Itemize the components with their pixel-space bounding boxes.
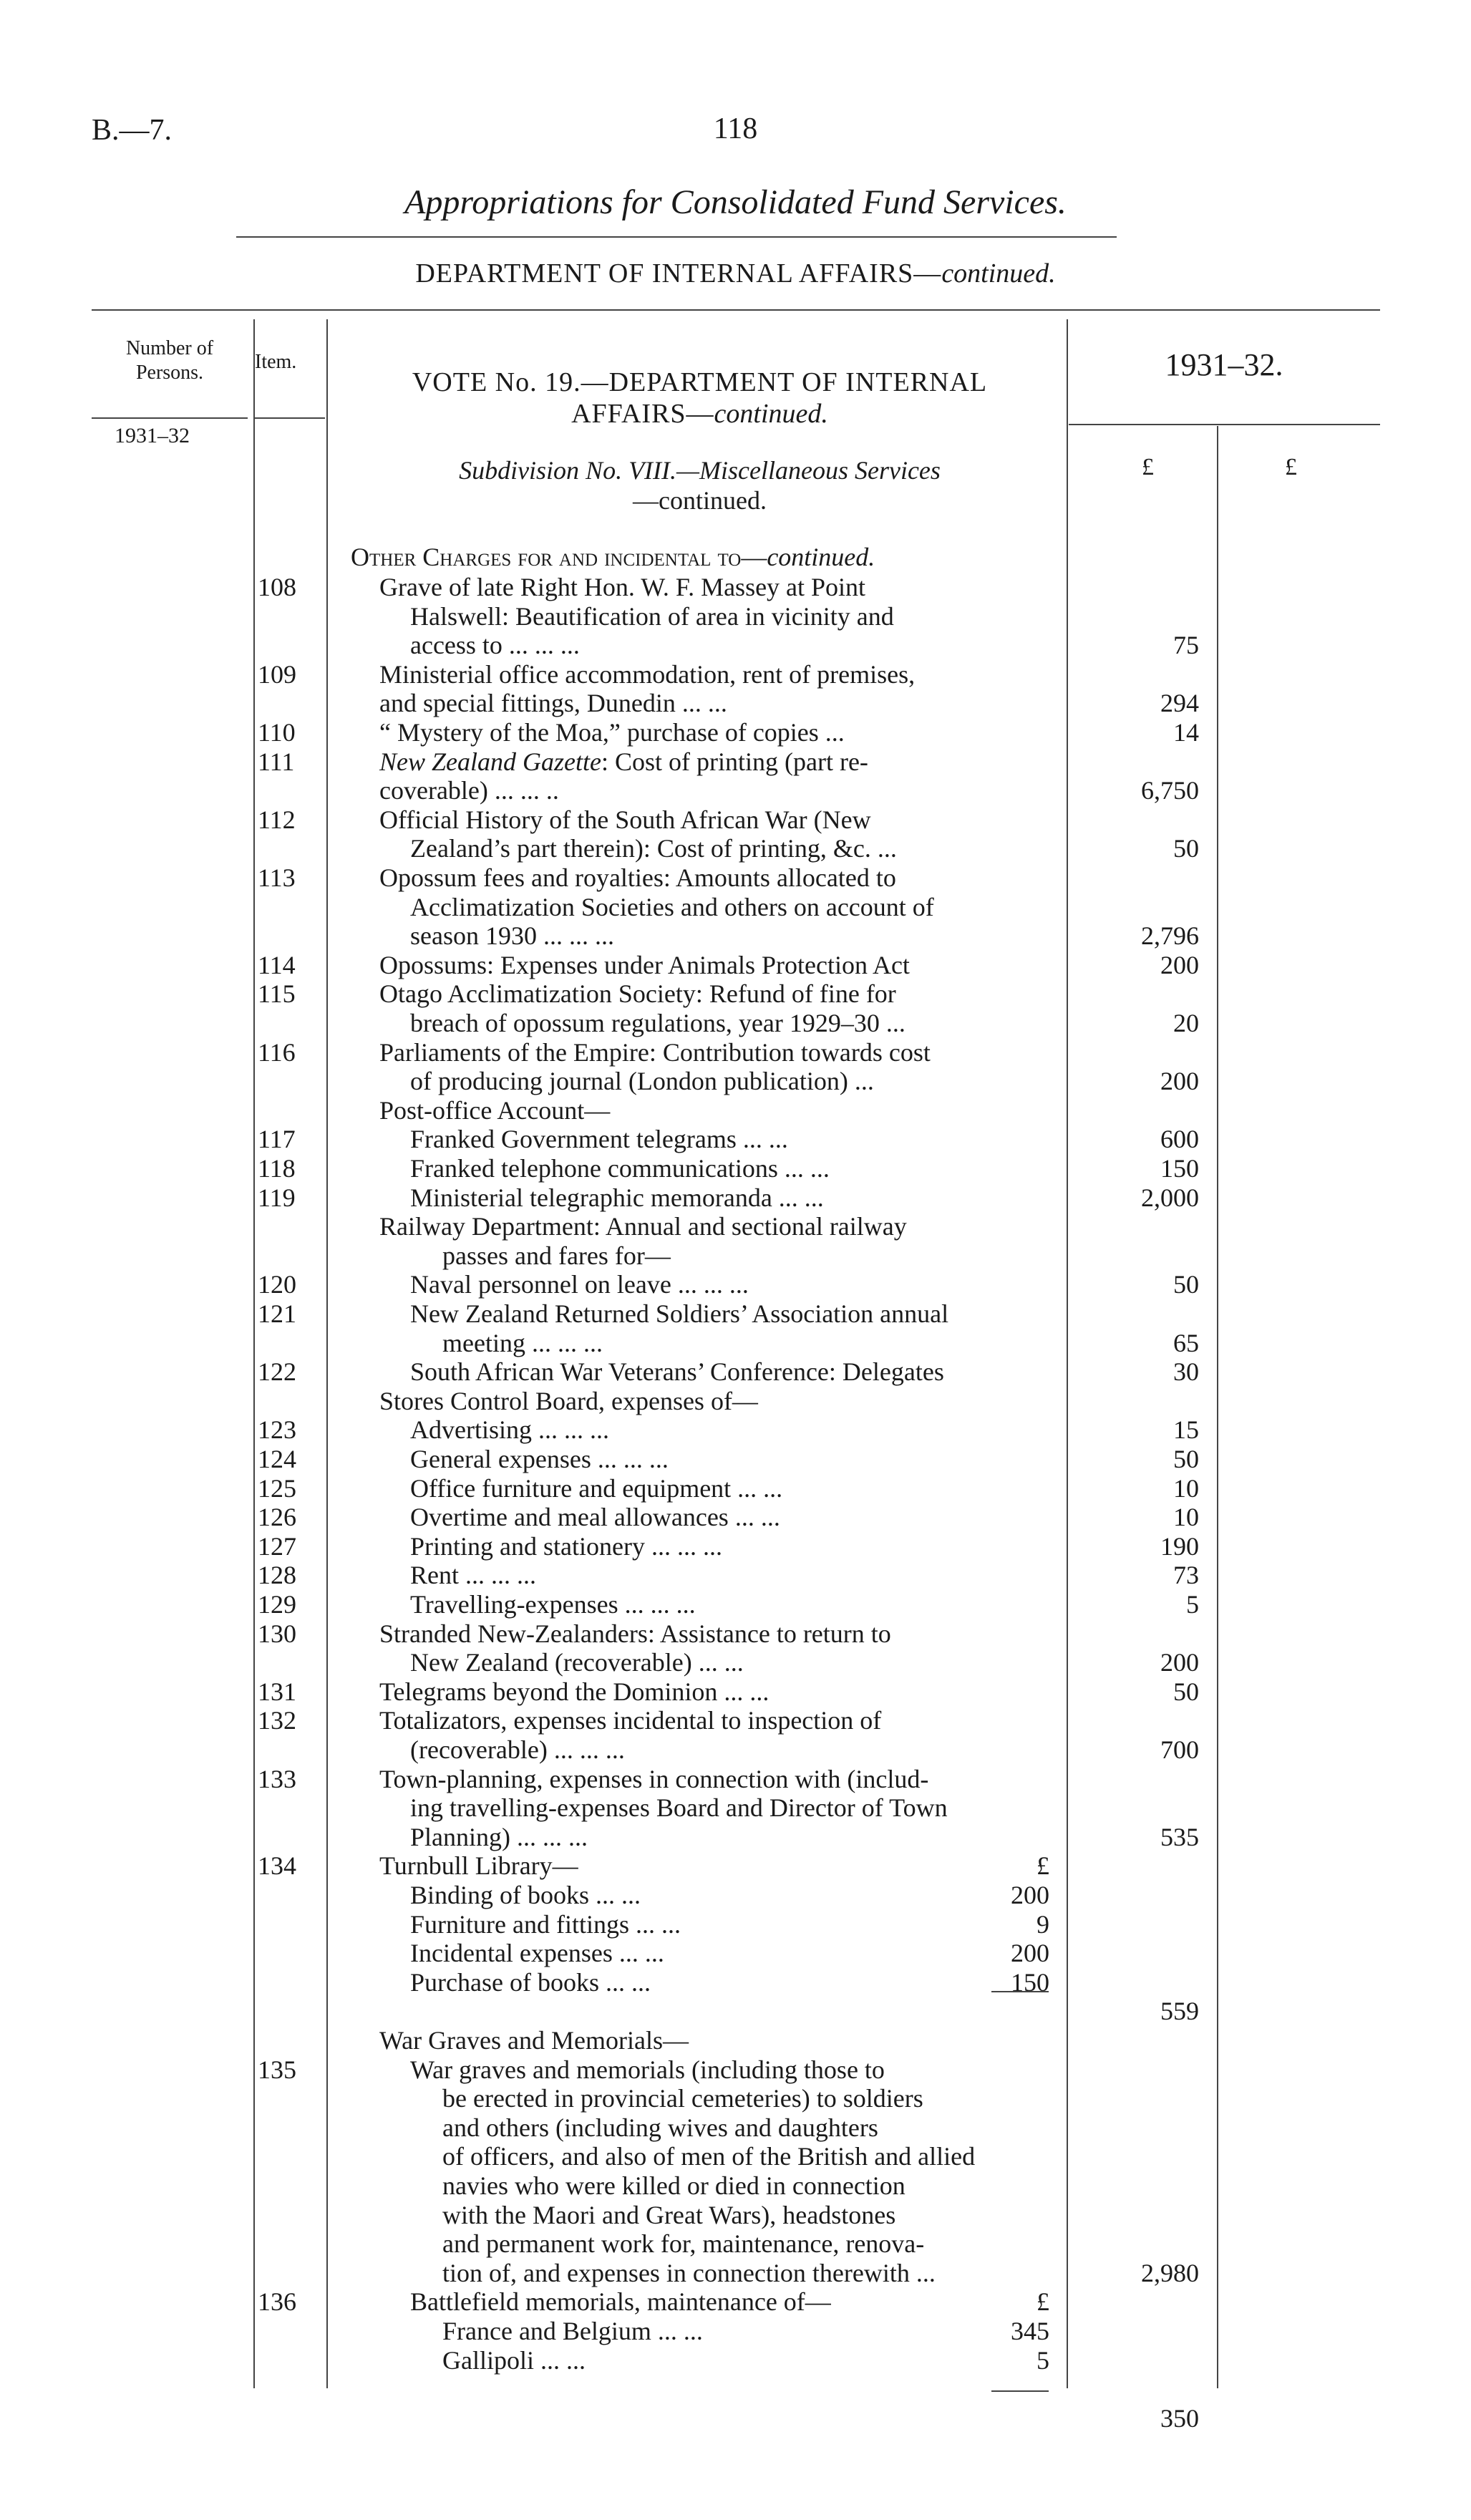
item-description: Gallipoli ... ... bbox=[442, 2345, 586, 2375]
amount: 200 bbox=[1160, 1067, 1199, 1096]
item-description: Telegrams beyond the Dominion ... ... bbox=[379, 1677, 770, 1706]
item-number: 129 bbox=[258, 1590, 296, 1619]
amount: 294 bbox=[1160, 689, 1199, 718]
subdivision-title: Subdivision No. VIII.—Miscellaneous Services bbox=[459, 456, 941, 485]
department-continued: continued. bbox=[941, 258, 1056, 289]
table-row bbox=[0, 1241, 1471, 1270]
table-row-item-119 bbox=[0, 1183, 1471, 1212]
table-row-item-111 bbox=[0, 747, 1471, 776]
item-description: Railway Department: Annual and sectional railway bbox=[379, 1212, 907, 1241]
amount: 73 bbox=[1173, 1561, 1199, 1590]
amount: 200 bbox=[1160, 1648, 1199, 1677]
table-row-item-124 bbox=[0, 1445, 1471, 1473]
item-number: 121 bbox=[258, 1299, 296, 1328]
table-row-item-116 bbox=[0, 1038, 1471, 1067]
item-number: 115 bbox=[258, 979, 296, 1009]
item-description: ing travelling-expenses Board and Director of Town bbox=[410, 1793, 948, 1823]
column-header-number-of-persons: Number of Persons. bbox=[125, 337, 214, 384]
item-number: 132 bbox=[258, 1706, 296, 1735]
table-row bbox=[0, 1212, 1471, 1241]
item-description: “ Mystery of the Moa,” purchase of copies ... bbox=[379, 718, 845, 747]
department-heading bbox=[0, 258, 1471, 289]
table-row bbox=[0, 2317, 1471, 2345]
item-description: Furniture and fittings ... ... bbox=[410, 1909, 681, 1939]
vote-continued: continued. bbox=[714, 399, 828, 429]
item-number: 127 bbox=[258, 1531, 296, 1561]
table-row bbox=[0, 2142, 1471, 2171]
item-number: 123 bbox=[258, 1415, 296, 1445]
amount: 10 bbox=[1173, 1473, 1199, 1503]
other-charges-heading bbox=[351, 542, 875, 572]
item-description: Opossum fees and royalties: Amounts allocated to bbox=[379, 863, 896, 892]
item-number: 130 bbox=[258, 1619, 296, 1648]
table-row-item-108 bbox=[0, 573, 1471, 601]
item-description: New Zealand Returned Soldiers’ Association annual bbox=[410, 1299, 949, 1328]
amount: 5 bbox=[1186, 1590, 1199, 1619]
amount: 50 bbox=[1173, 1270, 1199, 1299]
table-row bbox=[0, 1387, 1471, 1415]
item-description: passes and fares for— bbox=[442, 1241, 671, 1270]
column-header-year: 1931–32. bbox=[1165, 347, 1283, 382]
table-row-item-133 bbox=[0, 1765, 1471, 1793]
table-row-item-136 bbox=[0, 2287, 1471, 2316]
item-description: breach of opossum regulations, year 1929–30 ... bbox=[410, 1009, 906, 1037]
part-amount: 5 bbox=[1037, 2345, 1049, 2375]
table-row bbox=[0, 1968, 1471, 1997]
item-description: Totalizators, expenses incidental to inspection of bbox=[379, 1706, 882, 1735]
table-row-item-117 bbox=[0, 1125, 1471, 1153]
item-description: Zealand’s part therein): Cost of printing, &c. ... bbox=[410, 834, 897, 863]
table-row-item-131 bbox=[0, 1677, 1471, 1706]
subtotal-rule bbox=[991, 2390, 1049, 2392]
amount: 75 bbox=[1173, 631, 1199, 660]
amount: 65 bbox=[1173, 1328, 1199, 1357]
table-row bbox=[0, 1067, 1471, 1095]
table-row bbox=[0, 893, 1471, 921]
title-rule bbox=[236, 236, 1117, 238]
item-number: 118 bbox=[258, 1154, 296, 1183]
item-description: Printing and stationery ... ... ... bbox=[410, 1531, 722, 1561]
item-description: of producing journal (London publication) ... bbox=[410, 1067, 874, 1096]
subdivision-heading bbox=[351, 455, 1049, 515]
subdivision-line-1 bbox=[351, 455, 1049, 485]
item-number: 135 bbox=[258, 2055, 296, 2084]
table-row bbox=[0, 1823, 1471, 1851]
item-description: Stranded New-Zealanders: Assistance to return to bbox=[379, 1619, 891, 1648]
item-description: Otago Acclimatization Society: Refund of fine for bbox=[379, 979, 896, 1009]
table-row bbox=[0, 1096, 1471, 1125]
item-description: Parliaments of the Empire: Contribution towards cost bbox=[379, 1037, 931, 1067]
table-row bbox=[0, 1939, 1471, 1967]
item-number: 119 bbox=[258, 1183, 296, 1212]
table-row bbox=[0, 1648, 1471, 1677]
item-number: 110 bbox=[258, 718, 296, 747]
item-description: Incidental expenses ... ... bbox=[410, 1939, 664, 1968]
vote-line-1: VOTE No. 19.—DEPARTMENT OF INTERNAL bbox=[412, 367, 988, 397]
year-header-rule bbox=[1069, 424, 1380, 425]
item-description: and permanent work for, maintenance, renova- bbox=[442, 2229, 925, 2259]
table-row bbox=[0, 2259, 1471, 2287]
item-description: Travelling-expenses ... ... ... bbox=[410, 1590, 696, 1619]
item-number: 136 bbox=[258, 2287, 296, 2317]
item-description: Town-planning, expenses in connection with (includ- bbox=[379, 1764, 929, 1793]
table-row-item-126 bbox=[0, 1503, 1471, 1531]
department-name: DEPARTMENT OF INTERNAL AFFAIRS— bbox=[415, 258, 942, 289]
table-row bbox=[0, 1910, 1471, 1939]
table-row bbox=[0, 1997, 1471, 2025]
item-description: Ministerial telegraphic memoranda ... ... bbox=[410, 1183, 824, 1212]
item-description: and special fittings, Dunedin ... ... bbox=[379, 689, 727, 718]
item-number: 133 bbox=[258, 1764, 296, 1793]
amount: 50 bbox=[1173, 1445, 1199, 1473]
table-row bbox=[0, 2201, 1471, 2229]
item-number: 112 bbox=[258, 805, 296, 834]
item-number: 109 bbox=[258, 659, 296, 689]
table-row bbox=[0, 2375, 1471, 2403]
item-description: Franked telephone communications ... ... bbox=[410, 1154, 830, 1183]
amount: 150 bbox=[1160, 1154, 1199, 1183]
item-description: France and Belgium ... ... bbox=[442, 2317, 703, 2345]
item-description: War graves and memorials (including those to bbox=[410, 2055, 885, 2084]
table-row-item-121 bbox=[0, 1299, 1471, 1328]
table-row bbox=[0, 1793, 1471, 1822]
amount: 20 bbox=[1173, 1009, 1199, 1037]
item-description: General expenses ... ... ... bbox=[410, 1445, 669, 1473]
amount: 2,000 bbox=[1141, 1183, 1199, 1212]
table-row-item-120 bbox=[0, 1270, 1471, 1299]
vote-line-2 bbox=[351, 398, 1049, 430]
part-amount: £ bbox=[1037, 1851, 1049, 1881]
amount: 200 bbox=[1160, 950, 1199, 979]
table-row-item-118 bbox=[0, 1154, 1471, 1183]
item-header-rule bbox=[255, 417, 325, 419]
item-description: Opossums: Expenses under Animals Protection Act bbox=[379, 950, 910, 979]
item-description: of officers, and also of men of the British and allied bbox=[442, 2142, 976, 2171]
table-row-item-132 bbox=[0, 1706, 1471, 1735]
table-row bbox=[0, 2229, 1471, 2258]
table-row-item-125 bbox=[0, 1474, 1471, 1503]
item-description: South African War Veterans’ Conference: Delegates bbox=[410, 1357, 944, 1387]
table-row bbox=[0, 2404, 1471, 2433]
item-description: Rent ... ... ... bbox=[410, 1561, 536, 1590]
table-row-item-128 bbox=[0, 1561, 1471, 1589]
item-description: Ministerial office accommodation, rent of premises, bbox=[379, 659, 916, 689]
amount: 350 bbox=[1160, 2403, 1199, 2433]
item-description: access to ... ... ... bbox=[410, 631, 580, 660]
table-row bbox=[0, 1009, 1471, 1037]
table-row-item-122 bbox=[0, 1357, 1471, 1386]
item-description: Halswell: Beautification of area in vicinity and bbox=[410, 601, 894, 631]
item-description: New Zealand Gazette: Cost of printing (part re- bbox=[379, 747, 868, 776]
table-row bbox=[0, 631, 1471, 659]
item-number: 134 bbox=[258, 1851, 296, 1881]
item-description: meeting ... ... ... bbox=[442, 1328, 603, 1357]
column-header-item: Item. bbox=[255, 351, 297, 373]
part-amount: 150 bbox=[1011, 1967, 1049, 1997]
amount: 10 bbox=[1173, 1503, 1199, 1532]
item-description: Advertising ... ... ... bbox=[410, 1415, 609, 1445]
item-number: 126 bbox=[258, 1503, 296, 1532]
item-description: Overtime and meal allowances ... ... bbox=[410, 1503, 780, 1532]
table-row-item-134 bbox=[0, 1851, 1471, 1880]
item-number: 114 bbox=[258, 950, 296, 979]
table-row bbox=[0, 1881, 1471, 1909]
amount: 6,750 bbox=[1141, 776, 1199, 805]
item-description: navies who were killed or died in connection bbox=[442, 2171, 906, 2200]
item-description: tion of, and expenses in connection therewith ... bbox=[442, 2258, 936, 2287]
vote-affairs: AFFAIRS— bbox=[571, 399, 714, 429]
item-description: season 1930 ... ... ... bbox=[410, 921, 614, 951]
item-number: 124 bbox=[258, 1445, 296, 1473]
table-row bbox=[0, 2113, 1471, 2142]
persons-header-rule bbox=[92, 417, 248, 419]
vote-heading bbox=[351, 367, 1049, 430]
item-description: Acclimatization Societies and others on account of bbox=[410, 892, 934, 921]
table-row-item-123 bbox=[0, 1415, 1471, 1444]
item-number: 131 bbox=[258, 1677, 296, 1706]
part-amount: 9 bbox=[1037, 1909, 1049, 1939]
item-description: (recoverable) ... ... ... bbox=[410, 1735, 625, 1764]
amount: 700 bbox=[1160, 1735, 1199, 1764]
amount: 50 bbox=[1173, 1677, 1199, 1706]
item-description: Planning) ... ... ... bbox=[410, 1822, 588, 1851]
table-row bbox=[0, 689, 1471, 717]
table-row bbox=[0, 2084, 1471, 2113]
table-top-rule bbox=[92, 309, 1380, 311]
item-description: Purchase of books ... ... bbox=[410, 1967, 651, 1997]
item-number: 111 bbox=[258, 747, 295, 776]
item-description: Battlefield memorials, maintenance of— bbox=[410, 2287, 831, 2317]
amount: 2,796 bbox=[1141, 921, 1199, 951]
item-description: New Zealand (recoverable) ... ... bbox=[410, 1648, 744, 1677]
document-reference: B.—7. bbox=[92, 114, 173, 147]
table-row bbox=[0, 776, 1471, 805]
amount: 30 bbox=[1173, 1357, 1199, 1387]
amount: 600 bbox=[1160, 1125, 1199, 1154]
table-row bbox=[0, 834, 1471, 863]
item-description: Stores Control Board, expenses of— bbox=[379, 1386, 758, 1415]
part-amount: 345 bbox=[1011, 2317, 1049, 2345]
table-row-item-129 bbox=[0, 1590, 1471, 1619]
pound-column-b: £ bbox=[1285, 454, 1297, 480]
subdivision-line-2: —continued. bbox=[633, 486, 767, 515]
amount: 15 bbox=[1173, 1415, 1199, 1445]
item-description: Naval personnel on leave ... ... ... bbox=[410, 1270, 749, 1299]
item-number: 128 bbox=[258, 1561, 296, 1590]
item-number: 120 bbox=[258, 1270, 296, 1299]
table-row-item-135 bbox=[0, 2055, 1471, 2084]
item-number: 117 bbox=[258, 1125, 296, 1154]
part-amount: £ bbox=[1037, 2287, 1049, 2317]
item-description: Official History of the South African War (New bbox=[379, 805, 871, 834]
table-row-item-115 bbox=[0, 979, 1471, 1008]
table-row bbox=[0, 2171, 1471, 2200]
amount: 559 bbox=[1160, 1997, 1199, 2026]
item-description: coverable) ... ... .. bbox=[379, 776, 559, 805]
item-number: 125 bbox=[258, 1473, 296, 1503]
item-description: Office furniture and equipment ... ... bbox=[410, 1473, 783, 1503]
item-description: Grave of late Right Hon. W. F. Massey at Point bbox=[379, 573, 866, 601]
page-title: Appropriations for Consolidated Fund Services. bbox=[404, 183, 1067, 221]
table-row-item-130 bbox=[0, 1619, 1471, 1648]
other-charges-label: Other Charges for and incidental to— bbox=[351, 543, 767, 571]
item-number: 113 bbox=[258, 863, 296, 892]
page-number: 118 bbox=[713, 112, 758, 145]
amount: 50 bbox=[1173, 834, 1199, 863]
item-description: Binding of books ... ... bbox=[410, 1881, 641, 1909]
amount: 14 bbox=[1173, 718, 1199, 747]
item-description: with the Maori and Great Wars), headstones bbox=[442, 2200, 896, 2229]
part-amount: 200 bbox=[1011, 1939, 1049, 1968]
other-charges-continued: continued. bbox=[767, 543, 875, 571]
table-row bbox=[0, 921, 1471, 950]
table-row-item-114 bbox=[0, 951, 1471, 979]
item-description: Franked Government telegrams ... ... bbox=[410, 1125, 788, 1154]
item-description: and others (including wives and daughters bbox=[442, 2113, 878, 2142]
amount: 535 bbox=[1160, 1822, 1199, 1851]
subtotal-rule bbox=[991, 1991, 1049, 1992]
table-row-item-109 bbox=[0, 660, 1471, 689]
item-description: Turnbull Library— bbox=[379, 1851, 578, 1881]
part-amount: 200 bbox=[1011, 1881, 1049, 1909]
table-row bbox=[0, 1329, 1471, 1357]
pound-column-a: £ bbox=[1142, 454, 1154, 480]
table-row-item-127 bbox=[0, 1532, 1471, 1561]
table-row bbox=[0, 602, 1471, 631]
item-description: Post-office Account— bbox=[379, 1095, 611, 1125]
persons-year: 1931–32 bbox=[115, 424, 190, 447]
table-row bbox=[0, 2346, 1471, 2375]
table-row-item-113 bbox=[0, 863, 1471, 892]
table-row bbox=[0, 1735, 1471, 1764]
item-description: be erected in provincial cemeteries) to soldiers bbox=[442, 2084, 923, 2113]
table-row bbox=[0, 2026, 1471, 2055]
table-row-item-110 bbox=[0, 718, 1471, 747]
amount: 2,980 bbox=[1141, 2258, 1199, 2287]
table-row-item-112 bbox=[0, 805, 1471, 834]
item-number: 122 bbox=[258, 1357, 296, 1387]
item-number: 108 bbox=[258, 573, 296, 601]
amount: 190 bbox=[1160, 1531, 1199, 1561]
item-description: War Graves and Memorials— bbox=[379, 2026, 689, 2055]
item-number: 116 bbox=[258, 1037, 296, 1067]
